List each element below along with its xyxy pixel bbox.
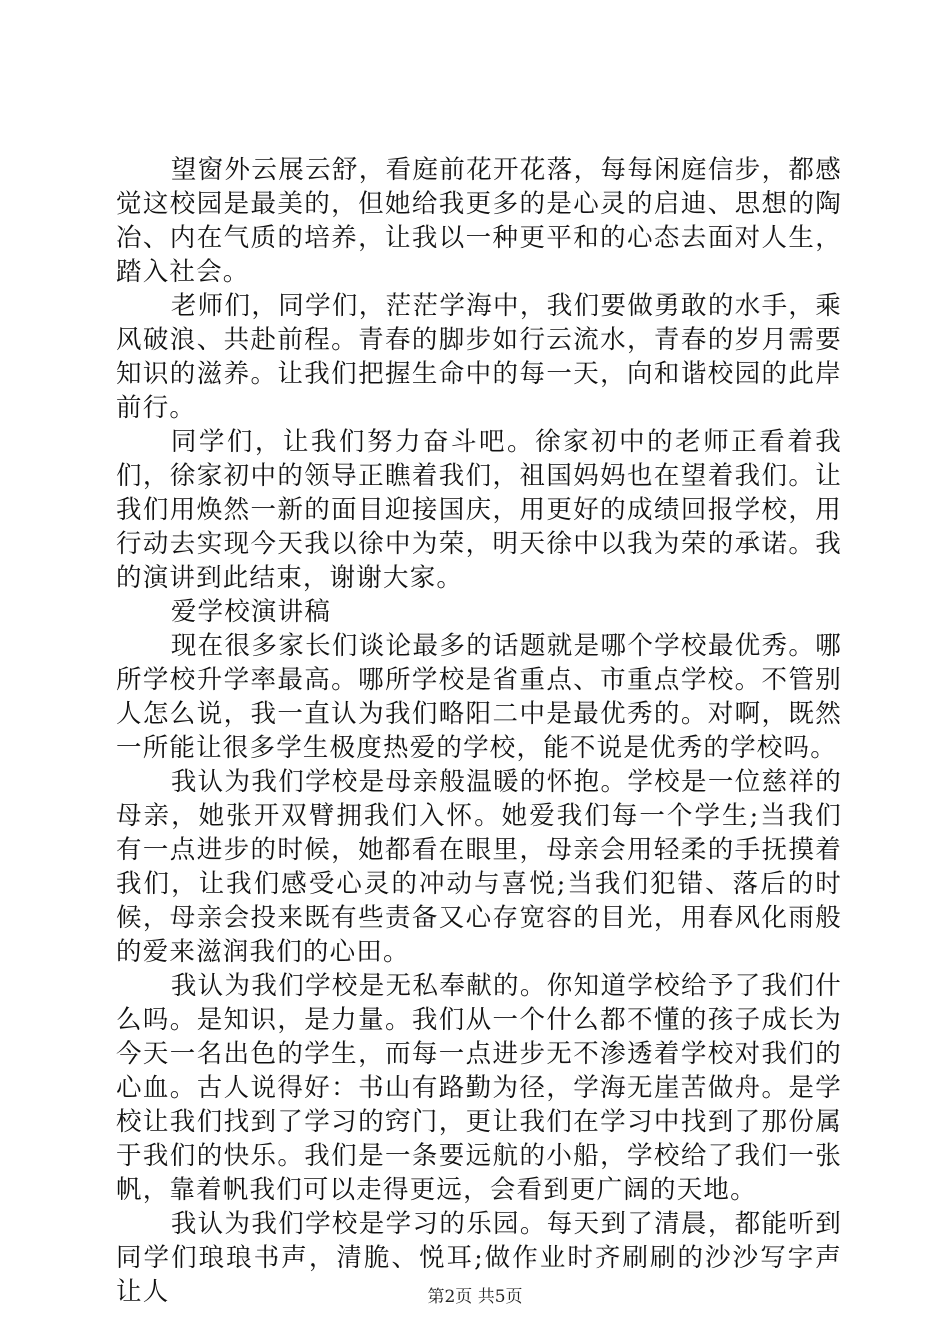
paragraph: 我认为我们学校是学习的乐园。每天到了清晨，都能听到同学们琅琅书声，清脆、悦耳;做作业时齐刷刷的沙沙写字声让人 xyxy=(116,1209,842,1307)
document-body xyxy=(116,153,842,1309)
section-title: 爱学校演讲稿 xyxy=(170,597,332,627)
paragraph: 现在很多家长们谈论最多的话题就是哪个学校最优秀。哪所学校升学率最高。哪所学校是省重点、市重点学校。不管别人怎么说，我一直认为我们略阳二中是最优秀的。对啊，既然一所能让很多学生极度热爱的学校，能不说是优秀的学校吗。 xyxy=(116,631,842,763)
page-number-footer: 第2页 共5页 xyxy=(427,1287,523,1307)
paragraph: 望窗外云展云舒，看庭前花开花落，每每闲庭信步，都感觉这校园是最美的，但她给我更多的是心灵的启迪、思想的陶冶、内在气质的培养，让我以一种更平和的心态去面对人生，踏入社会。 xyxy=(116,155,842,287)
paragraph: 我认为我们学校是无私奉献的。你知道学校给予了我们什么吗。是知识，是力量。我们从一个什么都不懂的孩子成长为今天一名出色的学生，而每一点进步无不渗透着学校对我们的心血。古人说得好：书山有路勤为径，学海无崖苦做舟。是学校让我们找到了学习的窍门，更让我们在学习中找到了那份属于我们的快乐。我们是一条要远航的小船，学校给了我们一张帆，靠着帆我们可以走得更远，会看到更广阔的天地。 xyxy=(116,971,842,1205)
paragraph: 同学们，让我们努力奋斗吧。徐家初中的老师正看着我们，徐家初中的领导正瞧着我们，祖国妈妈也在望着我们。让我们用焕然一新的面目迎接国庆，用更好的成绩回报学校，用行动去实现今天我以徐中为荣，明天徐中以我为荣的承诺。我的演讲到此结束，谢谢大家。 xyxy=(116,427,842,593)
paragraph: 老师们，同学们，茫茫学海中，我们要做勇敢的水手，乘风破浪、共赴前程。青春的脚步如行云流水，青春的岁月需要知识的滋养。让我们把握生命中的每一天，向和谐校园的此岸前行。 xyxy=(116,291,842,423)
paragraph: 我认为我们学校是母亲般温暖的怀抱。学校是一位慈祥的母亲，她张开双臂拥我们入怀。她爱我们每一个学生;当我们有一点进步的时候，她都看在眼里，母亲会用轻柔的手抚摸着我们，让我们感受心灵的冲动与喜悦;当我们犯错、落后的时候，母亲会投来既有些责备又心存宽容的目光，用春风化雨般的爱来滋润我们的心田。 xyxy=(116,767,842,967)
